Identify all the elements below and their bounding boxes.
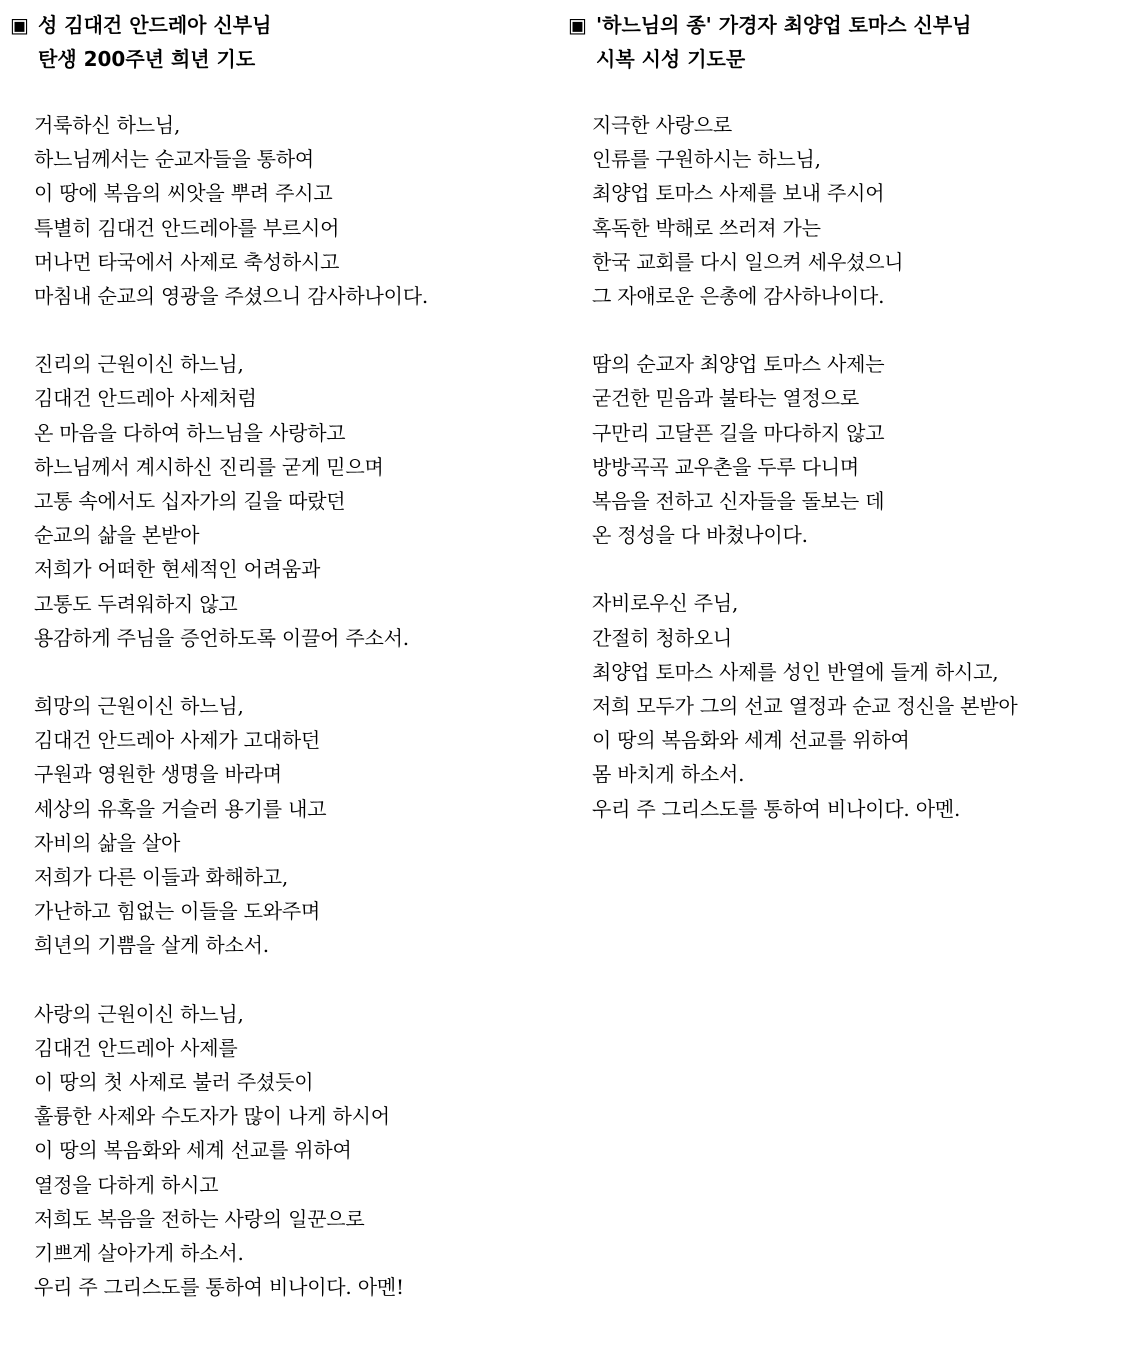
left-heading-line xyxy=(10,8,550,42)
prayer-line: 하느님께서는 순교자들을 통하여 xyxy=(34,147,314,172)
left-prayer-column xyxy=(10,8,550,1339)
prayer-line: 특별히 김대건 안드레아를 부르시어 xyxy=(34,215,340,240)
prayer-line: 순교의 삶을 본받아 xyxy=(34,523,200,548)
prayer-line: 구만리 고달픈 길을 마다하지 않고 xyxy=(592,420,885,445)
prayer-line: 우리 주 그리스도를 통하여 비나이다. 아멘! xyxy=(34,1275,404,1300)
prayer-line: 거룩하신 하느님, xyxy=(34,113,181,137)
prayer-line: 최양업 토마스 사제를 성인 반열에 들게 하시고, xyxy=(592,659,999,684)
right-heading-title: '하느님의 종' 가경자 최양업 토마스 신부님 xyxy=(596,13,972,37)
prayer-line: 온 정성을 다 바쳤나이다. xyxy=(592,523,808,548)
prayer-line: 저희 모두가 그의 선교 열정과 순교 정신을 본받아 xyxy=(592,694,1018,719)
prayer-line: 고통 속에서도 십자가의 길을 따랐던 xyxy=(34,489,346,514)
right-prayer-heading xyxy=(568,8,1120,76)
prayer-stanza xyxy=(10,347,550,655)
left-heading-subtitle: 탄생 200주년 희년 기도 xyxy=(38,47,256,71)
prayer-line: 용감하게 주님을 증언하도록 이끌어 주소서. xyxy=(34,625,409,650)
prayer-line: 그 자애로운 은총에 감사하나이다. xyxy=(592,284,885,309)
prayer-stanza xyxy=(10,997,550,1305)
prayer-line: 마침내 순교의 영광을 주셨으니 감사하나이다. xyxy=(34,284,429,309)
prayer-line: 땀의 순교자 최양업 토마스 사제는 xyxy=(592,352,885,377)
prayer-stanza xyxy=(568,108,1120,313)
prayer-line: 최양업 토마스 사제를 보내 주시어 xyxy=(592,181,885,206)
prayer-stanza xyxy=(568,347,1120,552)
prayer-line: 저희가 어떠한 현세적인 어려움과 xyxy=(34,557,321,582)
prayer-line: 머나먼 타국에서 사제로 축성하시고 xyxy=(34,249,340,274)
prayer-line: 진리의 근원이신 하느님, xyxy=(34,352,244,377)
prayer-line: 온 마음을 다하여 하느님을 사랑하고 xyxy=(34,420,346,445)
prayer-line: 기쁘게 살아가게 하소서. xyxy=(34,1241,244,1266)
prayer-line: 구원과 영원한 생명을 바라며 xyxy=(34,762,282,787)
prayer-line: 지극한 사랑으로 xyxy=(592,113,732,137)
right-heading-line xyxy=(568,8,1120,42)
prayer-line: 희년의 기쁨을 살게 하소서. xyxy=(34,933,269,958)
right-heading-subtitle: 시복 시성 기도문 xyxy=(596,47,746,71)
prayer-line: 이 땅의 복음화와 세계 선교를 위하여 xyxy=(592,728,910,753)
right-prayer-column xyxy=(568,8,1120,860)
prayer-line: 김대건 안드레아 사제를 xyxy=(34,1035,238,1060)
prayer-line: 사랑의 근원이신 하느님, xyxy=(34,1001,244,1026)
prayer-line: 자비로우신 주님, xyxy=(592,591,739,616)
prayer-line: 굳건한 믿음과 불타는 열정으로 xyxy=(592,386,860,411)
left-prayer-body xyxy=(10,108,550,1305)
prayer-stanza xyxy=(568,586,1120,825)
prayer-line: 김대건 안드레아 사제처럼 xyxy=(34,386,257,411)
prayer-line: 인류를 구원하시는 하느님, xyxy=(592,147,821,172)
square-bullet-icon: ▣ xyxy=(568,13,587,37)
prayer-line: 저희가 다른 이들과 화해하고, xyxy=(34,865,289,890)
prayer-line: 몸 바치게 하소서. xyxy=(592,762,745,787)
prayer-line: 간절히 청하오니 xyxy=(592,625,732,650)
square-bullet-icon: ▣ xyxy=(10,13,29,37)
prayer-line: 열정을 다하게 하시고 xyxy=(34,1172,219,1197)
left-prayer-heading xyxy=(10,8,550,76)
prayer-line: 혹독한 박해로 쓰러져 가는 xyxy=(592,215,821,240)
prayer-line: 고통도 두려워하지 않고 xyxy=(34,591,238,616)
prayer-stanza xyxy=(10,108,550,313)
left-heading-title: 성 김대건 안드레아 신부님 xyxy=(38,13,272,37)
prayer-line: 한국 교회를 다시 일으켜 세우셨으니 xyxy=(592,249,904,274)
prayer-line: 저희도 복음을 전하는 사랑의 일꾼으로 xyxy=(34,1206,365,1231)
prayer-line: 김대건 안드레아 사제가 고대하던 xyxy=(34,728,321,753)
prayer-line: 자비의 삶을 살아 xyxy=(34,830,181,855)
prayer-line: 가난하고 힘없는 이들을 도와주며 xyxy=(34,899,321,924)
prayer-line: 훌륭한 사제와 수도자가 많이 나게 하시어 xyxy=(34,1104,390,1129)
prayer-line: 이 땅의 첫 사제로 불러 주셨듯이 xyxy=(34,1070,314,1095)
prayer-line: 하느님께서 계시하신 진리를 굳게 믿으며 xyxy=(34,454,384,479)
prayer-line: 이 땅에 복음의 씨앗을 뿌려 주시고 xyxy=(34,181,333,206)
prayer-line: 이 땅의 복음화와 세계 선교를 위하여 xyxy=(34,1138,352,1163)
prayer-line: 방방곡곡 교우촌을 두루 다니며 xyxy=(592,454,860,479)
right-prayer-body xyxy=(568,108,1120,826)
prayer-stanza xyxy=(10,689,550,963)
prayer-line: 희망의 근원이신 하느님, xyxy=(34,694,244,719)
prayer-line: 세상의 유혹을 거슬러 용기를 내고 xyxy=(34,796,327,821)
prayer-line: 복음을 전하고 신자들을 돌보는 데 xyxy=(592,489,885,514)
prayer-line: 우리 주 그리스도를 통하여 비나이다. 아멘. xyxy=(592,796,961,821)
